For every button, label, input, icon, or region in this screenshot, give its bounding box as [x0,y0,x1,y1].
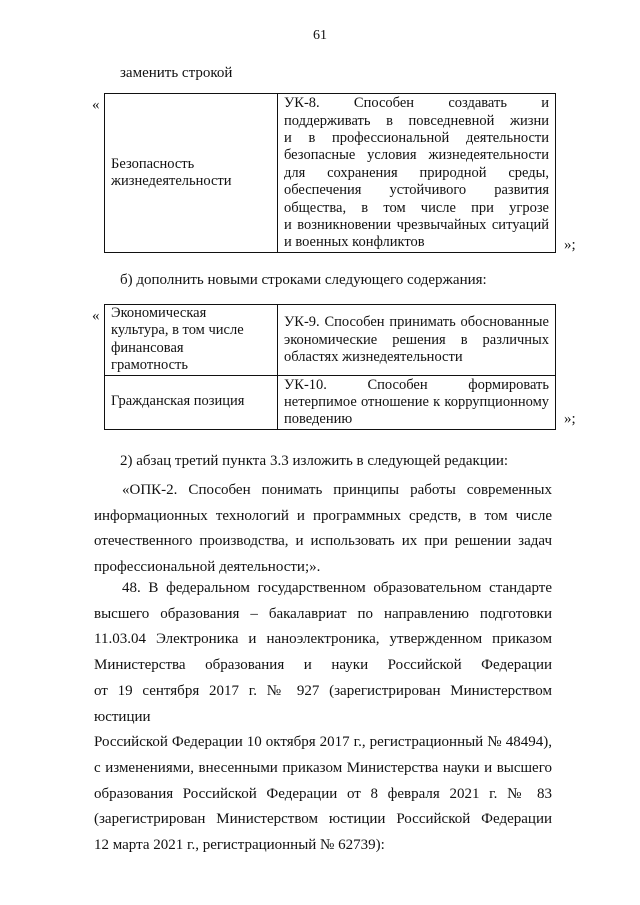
table2-quote-open: « [92,308,100,324]
table2-right-line: нетерпимое отношение к коррупционному [284,393,549,410]
table2-left-cell [105,375,278,429]
table1-left-cell [105,94,278,253]
table1-row [105,94,556,253]
table2-row [105,305,556,376]
table2 [104,304,556,430]
table1 [104,93,556,253]
opk-line: «ОПК-2. Способен понимать принципы работы современных [122,482,552,498]
table1-right-line: общества, в том числе при угрозе [284,199,549,216]
table1-quote-open: « [92,97,100,113]
table2-right-line: УК-10. Способен формировать [284,376,549,393]
table1-right-line: для сохранения природной среды, [284,164,549,181]
table2-right-line: экономические решения в различных [284,331,549,348]
item-48-line: Российской Федерации 10 октября 2017 г., регистрационный № 48494), [94,734,552,751]
page-number: 61 [313,28,327,43]
item-b-text: б) дополнить новыми строками следующего содержания: [120,272,487,288]
table2-right-line: поведению [284,411,353,428]
table2-right-cell [278,375,556,429]
opk-line: отечественного производства, и использовать их при решении задач [94,533,552,549]
table2-row [105,375,556,429]
item-48-paragraph [94,576,552,859]
item-48-line: Министерства образования и науки Российской Федерации [94,657,552,674]
table2-left-line: Экономическая [111,305,207,321]
opk-line: информационных технологий и программных средств, в том числе [94,507,552,524]
table1-left-line: Безопасность [111,155,195,172]
table2-right-cell [278,305,556,376]
table2-left-cell [105,305,278,376]
table1-right-line: УК-8. Способен создавать и [284,95,549,112]
table1-right-line: поддерживать в повседневной жизни [284,112,549,129]
item-48-line: образования Российской Федерации от 8 февраля 2021 г. № 83 [94,785,552,802]
opk-line: профессиональной деятельности;». [94,558,321,575]
table2-left-line: грамотность [111,357,188,374]
item-48-line: от 19 сентября 2017 г. № 927 (зарегистрирован Министерством юстиции [94,682,552,725]
item-48-line: 48. В федеральном государственном образовательном стандарте [122,580,552,596]
table2-left-line: культура, в том числе [111,322,244,339]
table1-right-line: обеспечения устойчивого развития [284,182,549,199]
table1-left-line: жизнедеятельности [111,173,232,189]
opk-paragraph [94,478,552,580]
table2-quote-close: »; [564,411,576,427]
table2-right-line: УК-9. Способен принимать обоснованные [284,314,549,331]
item-48-line: 11.03.04 Электроника и наноэлектроника, утвержденном приказом [94,631,552,648]
item-48-line: с изменениями, внесенными приказом Министерства науки и высшего [94,759,552,776]
table2-left-line: Гражданская позиция [111,393,245,410]
table1-right-line: безопасные условия жизнедеятельности [284,147,549,164]
table1-right-cell [278,94,556,253]
item-48-line: 12 марта 2021 г., регистрационный № 62739): [94,837,385,854]
table1-right-line: и возникновении чрезвычайных ситуаций [284,216,549,233]
table2-left-line: финансовая [111,339,184,356]
table1-quote-close: »; [564,237,576,253]
table2-right-line: областях жизнедеятельности [284,348,463,365]
table1-right-line: и военных конфликтов [284,234,425,251]
item-48-line: высшего образования – бакалавриат по направлению подготовки [94,605,552,622]
table1-right-line: и в профессиональной деятельности [284,130,549,147]
item-2-text: 2) абзац третий пункта 3.3 изложить в следующей редакции: [120,453,509,469]
intro-text: заменить строкой [120,65,233,81]
item-48-line: (зарегистрирован Министерством юстиции Российской Федерации [94,811,552,828]
